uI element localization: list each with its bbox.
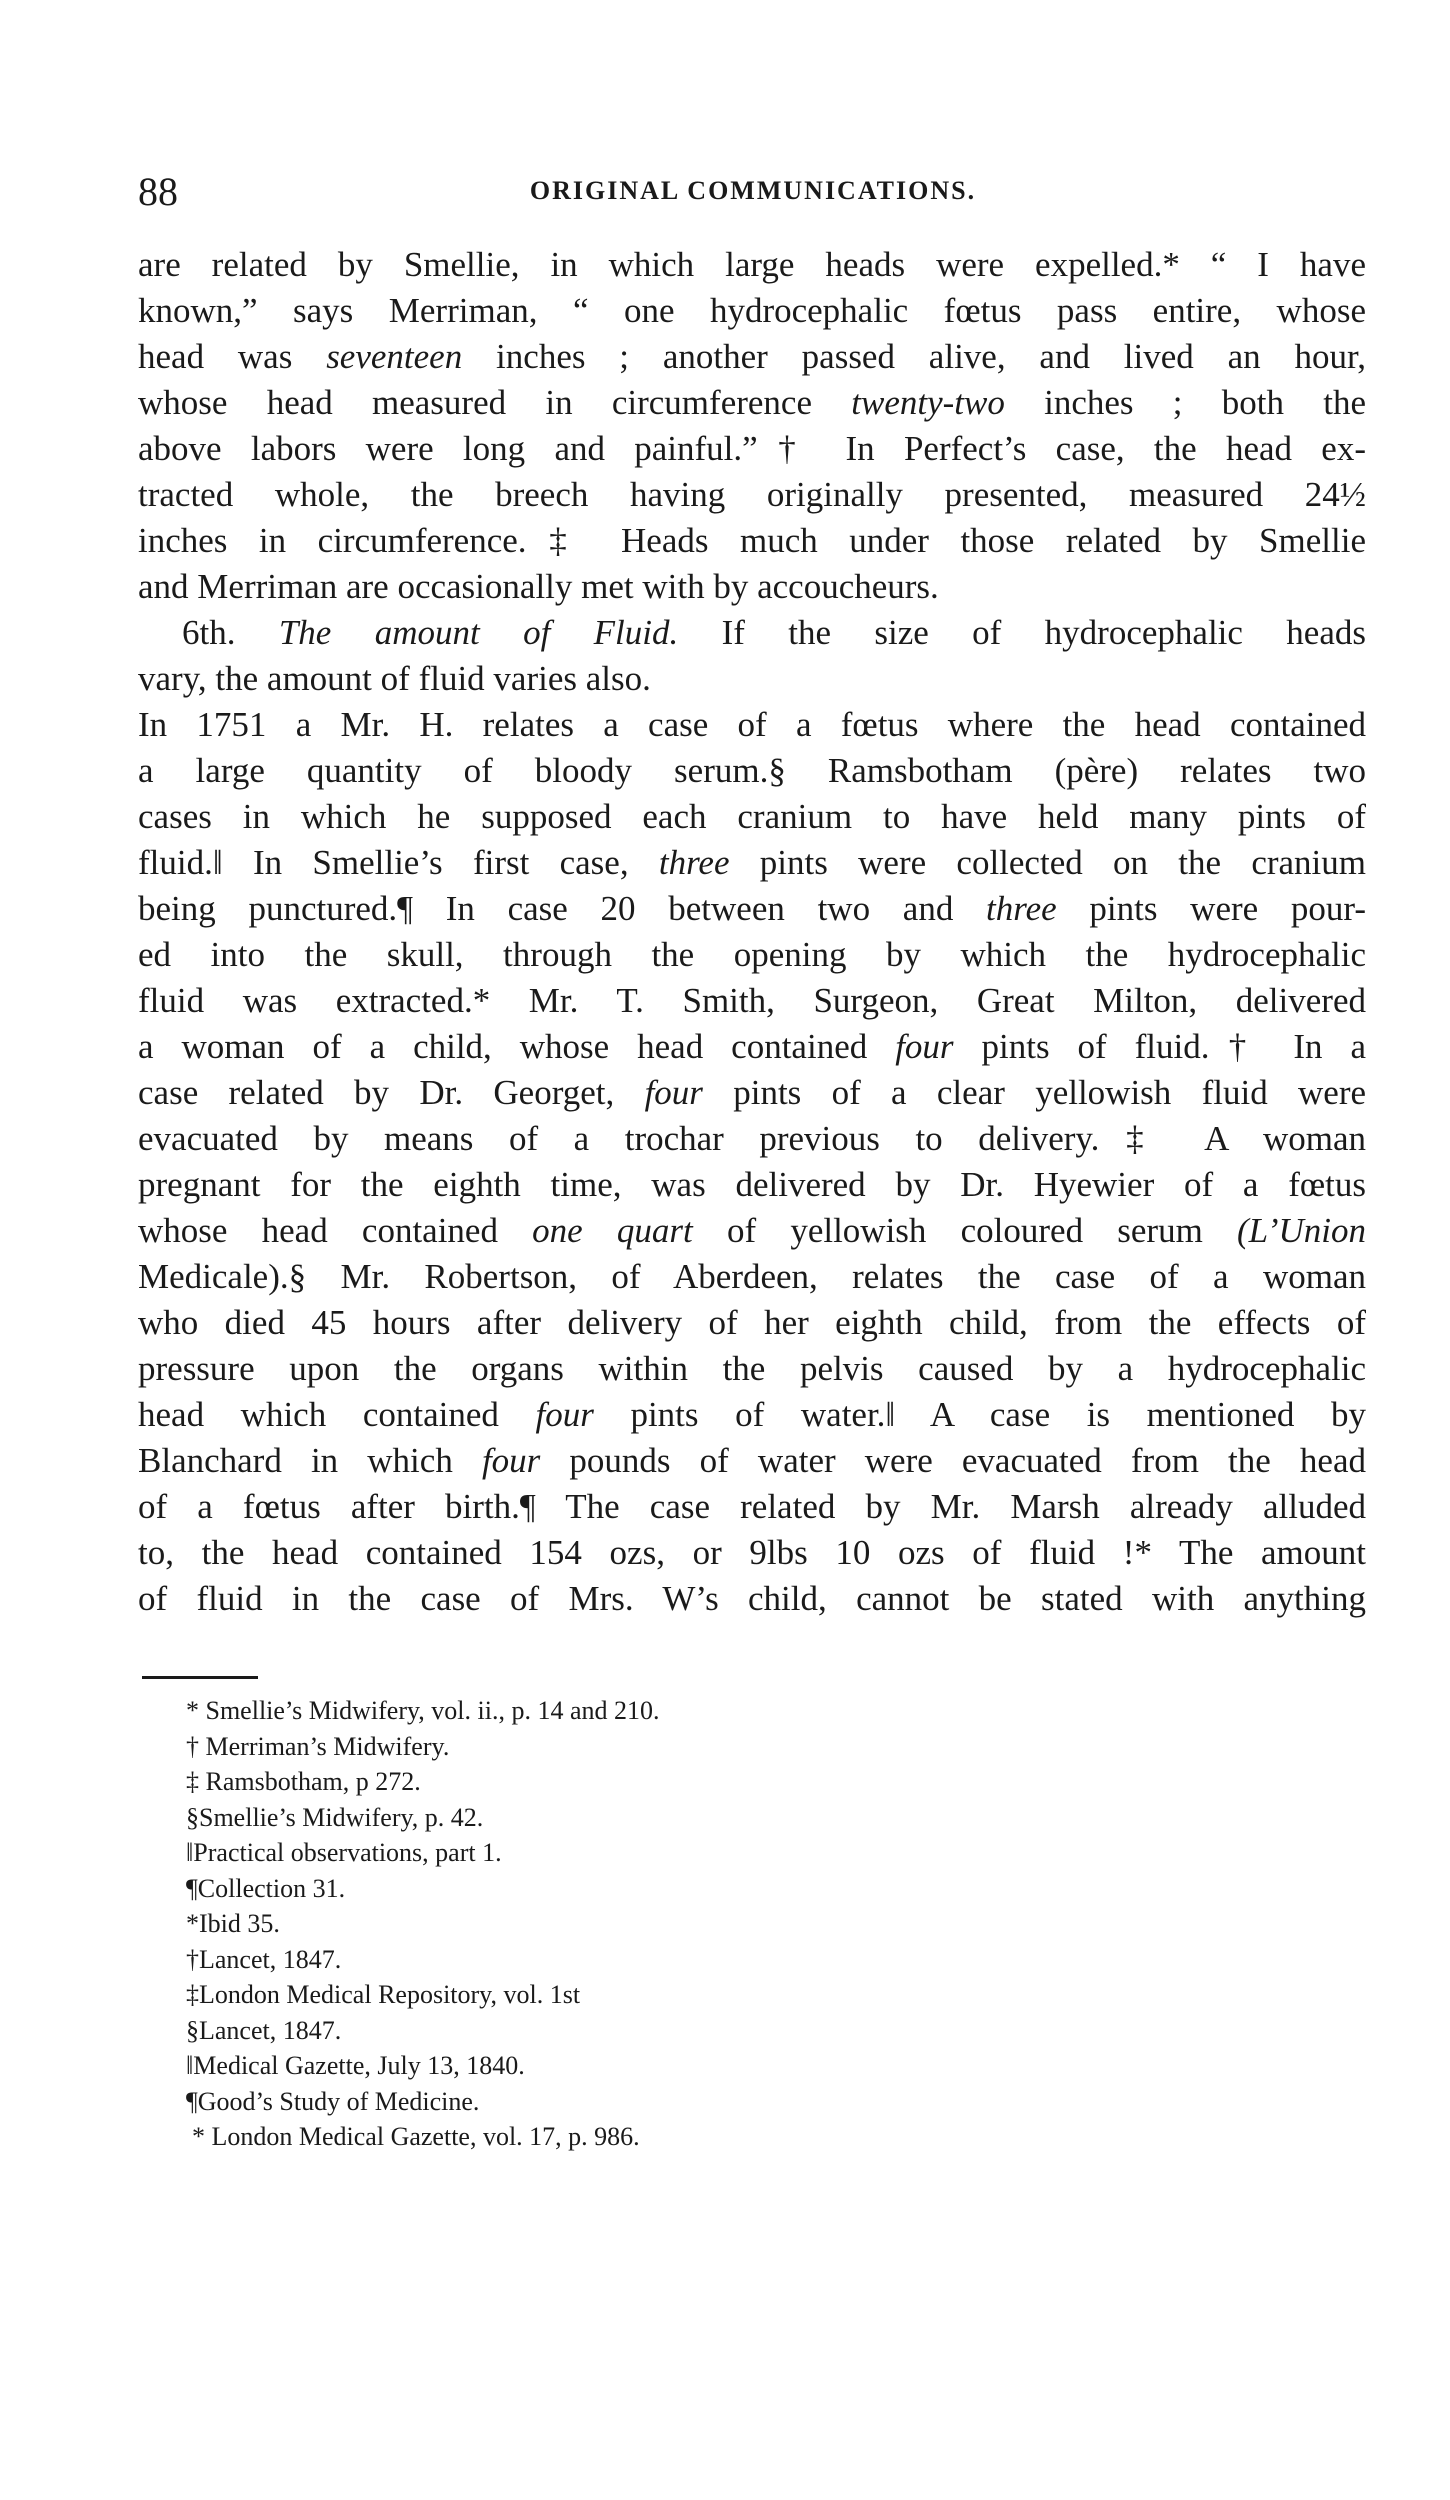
footnote: §Lancet, 1847.	[186, 2015, 342, 2045]
footnote: ‖Practical observations, part 1.	[186, 1838, 502, 1867]
footnote: ¶Good’s Study of Medicine.	[186, 2086, 480, 2116]
text-line: pressure upon the organs within the pelvis caused by a hydrocephalic	[138, 1349, 1366, 1388]
footnote: ¶Collection 31.	[186, 1873, 346, 1903]
text-line: and Merriman are occasionally met with by accoucheurs.	[138, 567, 939, 606]
text-line: being punctured.¶ In case 20 between two and three pints were pour-	[138, 889, 1366, 928]
text-line: In 1751 a Mr. H. relates a case of a fœtus where the head contained	[138, 705, 1366, 744]
text-line: known,” says Merriman, “ one hydrocephalic fœtus pass entire, whose	[138, 291, 1366, 330]
text-line: whose head measured in circumference twenty-two inches ; both the	[138, 383, 1366, 422]
text-line: case related by Dr. Georget, four pints of a clear yellowish fluid were	[138, 1073, 1366, 1112]
text-line: are related by Smellie, in which large heads were expelled.* “ I have	[138, 245, 1366, 284]
footnote-rule	[142, 1676, 258, 1679]
text-line: Blanchard in which four pounds of water were evacuated from the head	[138, 1441, 1366, 1480]
text-line: a woman of a child, whose head contained four pints of fluid.† In a	[138, 1027, 1366, 1066]
text-line: whose head contained one quart of yellowish coloured serum (L’Union	[138, 1211, 1366, 1250]
text-line: head which contained four pints of water.‖ A case is mentioned by	[138, 1395, 1366, 1434]
text-line: a large quantity of bloody serum.§ Ramsbotham (père) relates two	[138, 751, 1366, 790]
text-line: who died 45 hours after delivery of her eighth child, from the effects of	[138, 1303, 1366, 1342]
footnote: §Smellie’s Midwifery, p. 42.	[186, 1802, 484, 1832]
section-heading-line: 6th. The amount of Fluid. If the size of hydrocephalic heads	[182, 613, 1366, 652]
footnotes	[186, 1693, 1086, 2155]
footnote: ‖Medical Gazette, July 13, 1840.	[186, 2051, 525, 2080]
text-line: of a fœtus after birth.¶ The case related by Mr. Marsh already alluded	[138, 1487, 1366, 1526]
text-line: tracted whole, the breech having originally presented, measured 24½	[138, 475, 1366, 514]
page-header	[138, 168, 1368, 218]
text-line: Medicale).§ Mr. Robertson, of Aberdeen, relates the case of a woman	[138, 1257, 1366, 1296]
footnote: * Smellie’s Midwifery, vol. ii., p. 14 and 210.	[186, 1696, 660, 1725]
text-line: fluid.‖ In Smellie’s first case, three pints were collected on the cranium	[138, 843, 1366, 882]
text-line: above labors were long and painful.”† In Perfect’s case, the head ex-	[138, 429, 1366, 468]
body-text	[138, 242, 1366, 1622]
text-line: fluid was extracted.* Mr. T. Smith, Surgeon, Great Milton, delivered	[138, 981, 1366, 1020]
footnote: † Merriman’s Midwifery.	[186, 1731, 450, 1761]
text-line: vary, the amount of fluid varies also.	[138, 659, 651, 698]
text-line: head was seventeen inches ; another passed alive, and lived an hour,	[138, 337, 1366, 376]
text-line: evacuated by means of a trochar previous to delivery.‡ A woman	[138, 1119, 1366, 1158]
footnote: *Ibid 35.	[186, 1909, 280, 1938]
text-line: to, the head contained 154 ozs, or 9lbs 10 ozs of fluid !* The amount	[138, 1533, 1366, 1572]
footnote: ‡London Medical Repository, vol. 1st	[186, 1980, 581, 2009]
running-head: ORIGINAL COMMUNICATIONS.	[529, 176, 977, 205]
text-line: inches in circumference.‡ Heads much under those related by Smellie	[138, 521, 1366, 560]
footnote: †Lancet, 1847.	[186, 1944, 342, 1974]
footnote: * London Medical Gazette, vol. 17, p. 986.	[192, 2122, 640, 2151]
footnote: ‡ Ramsbotham, p 272.	[186, 1767, 421, 1796]
text-line: pregnant for the eighth time, was delivered by Dr. Hyewier of a fœtus	[138, 1165, 1366, 1204]
text-line: cases in which he supposed each cranium to have held many pints of	[138, 797, 1366, 836]
page-number: 88	[138, 169, 178, 214]
text-line: ed into the skull, through the opening by which the hydrocephalic	[138, 935, 1366, 974]
text-line: of fluid in the case of Mrs. W’s child, cannot be stated with anything	[138, 1579, 1366, 1618]
